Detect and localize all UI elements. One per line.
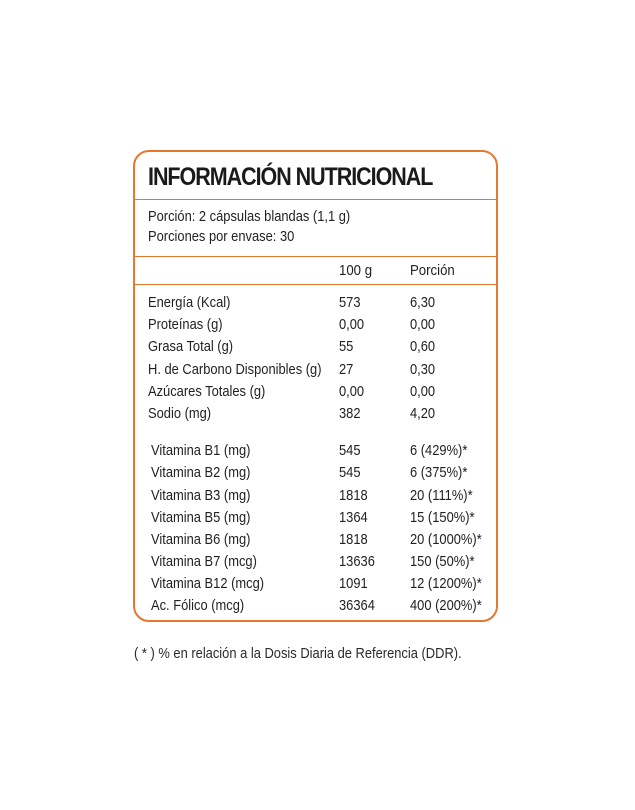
nutrient-portion: 0,00 [410, 382, 436, 400]
vitamin-per100: 1818 [339, 486, 368, 504]
vitamin-portion: 400 (200%)* [410, 597, 482, 615]
vitamin-name: Vitamina B2 (mg) [151, 464, 251, 482]
nutrient-per100: 382 [339, 404, 361, 422]
vitamin-name: Ac. Fólico (mcg) [151, 597, 245, 615]
vitamin-portion: 6 (429%)* [410, 442, 468, 460]
table-row [135, 530, 496, 552]
column-header-100g: 100 g [339, 262, 373, 279]
nutrient-name: H. de Carbono Disponibles (g) [148, 360, 322, 378]
table-row [135, 360, 496, 382]
nutrient-portion: 6,30 [410, 294, 436, 311]
nutrient-name: Grasa Total (g) [148, 338, 234, 356]
nutrient-portion: 4,20 [410, 404, 436, 422]
table-row [135, 463, 496, 485]
vitamin-name: Vitamina B12 (mcg) [151, 575, 265, 593]
nutrient-portion: 0,60 [410, 338, 436, 356]
table-row [135, 574, 496, 596]
nutrient-per100: 573 [339, 294, 361, 311]
vitamin-name: Vitamina B6 (mg) [151, 530, 251, 548]
nutrient-per100: 0,00 [339, 316, 365, 334]
table-row [135, 508, 496, 530]
nutrient-per100: 27 [339, 360, 354, 378]
label-title: INFORMACIÓN NUTRICIONAL [148, 163, 433, 191]
vitamin-per100: 1091 [339, 575, 368, 593]
title-section [135, 152, 496, 200]
nutrient-portion: 0,00 [410, 316, 436, 334]
table-row [135, 486, 496, 508]
vitamin-per100: 1818 [339, 530, 368, 548]
nutrient-name: Azúcares Totales (g) [148, 382, 266, 400]
vitamin-portion: 15 (150%)* [410, 508, 475, 526]
column-header-portion: Porción [410, 262, 455, 279]
nutrient-rows [135, 285, 496, 619]
nutrient-name: Sodio (mg) [148, 404, 212, 422]
table-row [135, 552, 496, 574]
vitamin-portion: 20 (1000%)* [410, 530, 482, 548]
section-spacer [135, 426, 496, 441]
table-row [135, 441, 496, 463]
table-row [135, 337, 496, 359]
vitamin-portion: 12 (1200%)* [410, 575, 482, 593]
table-row [135, 404, 496, 426]
table-row [135, 293, 496, 315]
vitamin-name: Vitamina B7 (mcg) [151, 553, 257, 571]
vitamin-per100: 1364 [339, 508, 368, 526]
footnote: ( * ) % en relación a la Dosis Diaria de Referencia (DDR). [134, 645, 462, 662]
vitamin-name: Vitamina B1 (mg) [151, 442, 251, 460]
nutrient-per100: 55 [339, 338, 354, 356]
vitamin-portion: 6 (375%)* [410, 464, 468, 482]
column-header-row [135, 257, 496, 285]
vitamin-per100: 545 [339, 464, 361, 482]
table-row [135, 596, 496, 618]
vitamin-name: Vitamina B5 (mg) [151, 508, 251, 526]
table-row [135, 382, 496, 404]
vitamin-portion: 20 (111%)* [410, 486, 473, 504]
nutrient-portion: 0,30 [410, 360, 436, 378]
nutrient-name: Energía (Kcal) [148, 294, 231, 311]
vitamin-per100: 13636 [339, 553, 375, 571]
vitamin-name: Vitamina B3 (mg) [151, 486, 251, 504]
vitamin-portion: 150 (50%)* [410, 553, 475, 571]
table-row [135, 315, 496, 337]
portion-size: Porción: 2 cápsulas blandas (1,1 g) [148, 208, 351, 225]
nutrition-label [133, 150, 498, 622]
nutrient-per100: 0,00 [339, 382, 365, 400]
vitamin-per100: 545 [339, 442, 361, 460]
portions-per-container: Porciones por envase: 30 [148, 228, 295, 245]
portion-section [135, 200, 496, 257]
vitamin-per100: 36364 [339, 597, 375, 615]
nutrient-name: Proteínas (g) [148, 316, 223, 334]
